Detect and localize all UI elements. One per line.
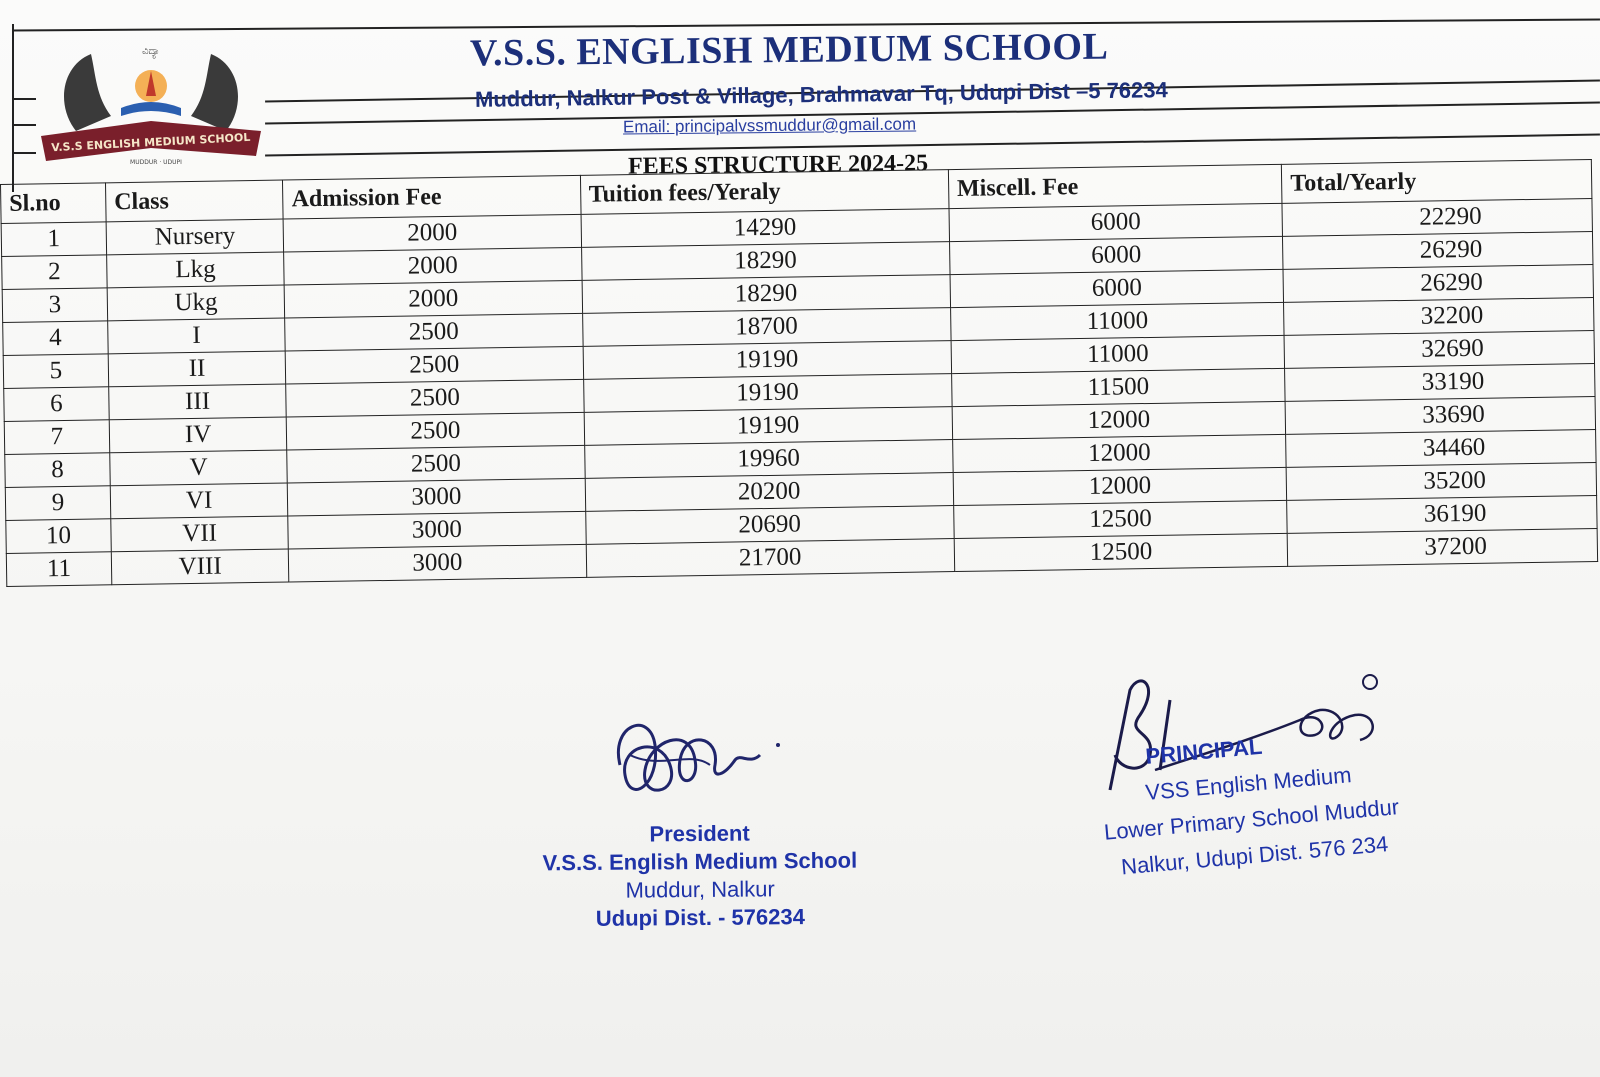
- cell-total-yearly: 22290: [1282, 198, 1592, 236]
- cell-slno: 10: [6, 519, 111, 554]
- cell-total-yearly: 37200: [1287, 528, 1597, 566]
- cell-total-yearly: 33690: [1285, 396, 1595, 434]
- cell-tuition-fee: 20200: [585, 473, 954, 512]
- cell-total-yearly: 26290: [1283, 231, 1593, 269]
- cell-total-yearly: 34460: [1286, 429, 1596, 467]
- cell-tuition-fee: 19190: [583, 341, 952, 380]
- cell-slno: 8: [5, 453, 110, 488]
- cell-class: Lkg: [107, 252, 285, 288]
- cell-tuition-fee: 18700: [582, 308, 951, 347]
- cell-miscellaneous-fee: 6000: [950, 269, 1284, 307]
- cell-class: Ukg: [107, 285, 285, 321]
- cell-admission-fee: 2000: [283, 214, 581, 252]
- cell-slno: 11: [6, 552, 111, 587]
- cell-miscellaneous-fee: 6000: [949, 236, 1283, 274]
- cell-miscellaneous-fee: 11000: [950, 302, 1284, 340]
- cell-tuition-fee: 19190: [584, 407, 953, 446]
- cell-admission-fee: 2500: [285, 313, 583, 351]
- school-logo: [36, 36, 266, 171]
- svg-text:ವಿದ್ಯಾ: ವಿದ್ಯಾ: [142, 46, 160, 57]
- cell-class: Nursery: [106, 219, 284, 255]
- left-border-line: [12, 24, 14, 192]
- cell-miscellaneous-fee: 12000: [952, 401, 1286, 439]
- cell-miscellaneous-fee: 12000: [952, 434, 1286, 472]
- header-rule-left-2: [12, 124, 36, 126]
- cell-tuition-fee: 18290: [582, 275, 951, 314]
- header-rule-left-3: [12, 152, 36, 154]
- cell-total-yearly: 32690: [1284, 330, 1594, 368]
- fees-table: [0, 159, 1598, 587]
- cell-class: V: [110, 450, 288, 486]
- school-address: Muddur, Nalkur Post & Village, Brahmavar Tq, Udupi Dist –5 76234: [474, 77, 1168, 112]
- fees-table-wrapper: [0, 159, 1600, 587]
- school-name: V.S.S. ENGLISH MEDIUM SCHOOL: [469, 25, 1109, 75]
- principal-stamp-line3: Nalkur, Udupi Dist. 576 234: [1120, 831, 1390, 880]
- school-email[interactable]: Email: principalvssmuddur@gmail.com: [622, 114, 917, 137]
- president-stamp: [520, 818, 881, 933]
- cell-admission-fee: 2500: [287, 445, 585, 483]
- cell-slno: 6: [4, 387, 109, 422]
- svg-text:V.S.S ENGLISH MEDIUM SCHOOL: V.S.S ENGLISH MEDIUM SCHOOL: [50, 130, 251, 155]
- header-total-yearly: Total/Yearly: [1282, 160, 1592, 204]
- cell-miscellaneous-fee: 12000: [953, 467, 1287, 505]
- cell-miscellaneous-fee: 11500: [951, 368, 1285, 406]
- cell-tuition-fee: 19190: [583, 374, 952, 413]
- cell-slno: 3: [2, 288, 107, 323]
- cell-admission-fee: 2000: [284, 247, 582, 285]
- cell-admission-fee: 2500: [286, 346, 584, 384]
- president-title: President: [649, 820, 750, 847]
- cell-total-yearly: 26290: [1283, 264, 1593, 302]
- cell-slno: 1: [1, 222, 106, 257]
- svg-text:MUDDUR · UDUPI: MUDDUR · UDUPI: [130, 159, 182, 166]
- cell-miscellaneous-fee: 6000: [949, 203, 1283, 241]
- cell-class: IV: [109, 417, 287, 453]
- cell-total-yearly: 35200: [1286, 462, 1596, 500]
- cell-total-yearly: 32200: [1284, 297, 1594, 335]
- cell-slno: 9: [5, 486, 110, 521]
- document-title: FEES STRUCTURE 2024-25: [627, 150, 929, 180]
- cell-tuition-fee: 14290: [581, 209, 950, 248]
- cell-tuition-fee: 20690: [585, 506, 954, 545]
- header-slno: Sl.no: [1, 183, 107, 224]
- cell-tuition-fee: 21700: [586, 539, 955, 578]
- header-tuition-fee: Tuition fees/Yeraly: [580, 170, 949, 215]
- cell-miscellaneous-fee: 12500: [954, 533, 1288, 571]
- cell-class: VI: [110, 483, 288, 519]
- president-signature: [600, 705, 800, 825]
- cell-miscellaneous-fee: 11000: [951, 335, 1285, 373]
- header-class: Class: [105, 180, 283, 222]
- cell-slno: 2: [2, 255, 107, 290]
- cell-admission-fee: 3000: [288, 511, 586, 549]
- cell-class: VIII: [111, 549, 289, 585]
- cell-admission-fee: 3000: [288, 478, 586, 516]
- header-miscellaneous-fee: Miscell. Fee: [948, 164, 1282, 208]
- president-stamp-line3: Udupi Dist. - 576234: [595, 904, 805, 931]
- header-admission-fee: Admission Fee: [283, 175, 581, 219]
- header-rule-left-1: [12, 98, 36, 100]
- principal-stamp-line2: Lower Primary School Muddur: [1103, 794, 1401, 845]
- principal-title: PRINCIPAL: [1144, 733, 1264, 769]
- cell-admission-fee: 2500: [287, 412, 585, 450]
- cell-class: III: [109, 384, 287, 420]
- cell-admission-fee: 2000: [284, 280, 582, 318]
- cell-slno: 5: [3, 354, 108, 389]
- cell-miscellaneous-fee: 12500: [954, 500, 1288, 538]
- cell-class: II: [108, 351, 286, 387]
- cell-class: I: [108, 318, 286, 354]
- president-stamp-line2: Muddur, Nalkur: [625, 876, 775, 903]
- cell-total-yearly: 36190: [1287, 495, 1597, 533]
- president-stamp-line1: V.S.S. English Medium School: [542, 847, 858, 876]
- header-rule-3: [265, 134, 1600, 156]
- cell-total-yearly: 33190: [1285, 363, 1595, 401]
- cell-admission-fee: 2500: [286, 379, 584, 417]
- cell-slno: 4: [3, 321, 108, 356]
- cell-tuition-fee: 18290: [581, 242, 950, 281]
- cell-tuition-fee: 19960: [584, 440, 953, 479]
- principal-stamp-line1: VSS English Medium: [1144, 762, 1353, 806]
- cell-class: VII: [111, 516, 289, 552]
- cell-admission-fee: 3000: [289, 544, 587, 582]
- cell-slno: 7: [4, 420, 109, 455]
